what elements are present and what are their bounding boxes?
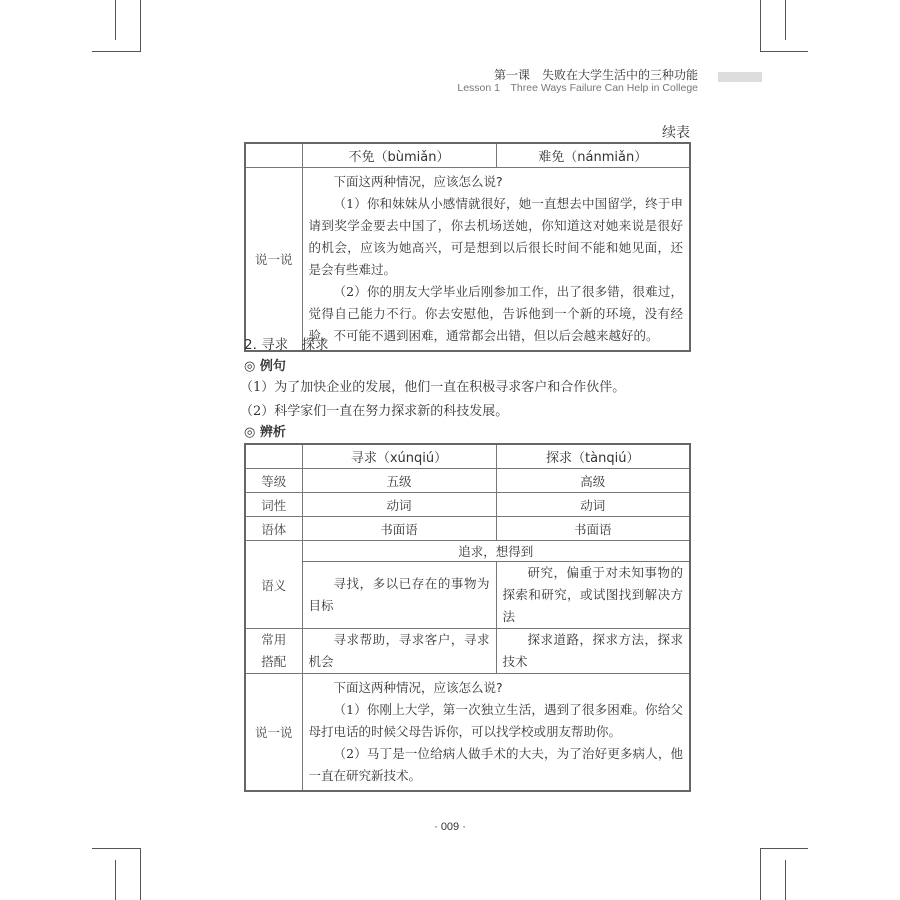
table-xunqiu-tanqiu [244, 443, 691, 792]
crop-mark [785, 860, 786, 900]
table-row: 语体 书面语 书面语 [245, 517, 690, 541]
crop-mark [760, 848, 808, 849]
examples-heading: ◎ 例句 [244, 359, 286, 374]
analysis-heading: ◎ 辨析 [244, 425, 286, 440]
crop-mark [760, 0, 761, 52]
header-tab-bar [718, 72, 762, 82]
header-nanmian: 难免（nánmiǎn） [496, 143, 690, 168]
crop-mark [140, 0, 141, 52]
table-row-practice: 说一说 下面这两种情况，应该怎么说? （1）你刚上大学，第一次独立生活，遇到了很多困难。你给父母打电话的时候父母告诉你，可以找学校或朋友帮助你。 （2）马丁是一位给病人做手术的大夫，为了治好更多病人，他一直在研究新技术。 [245, 674, 690, 792]
practice-item: （2）马丁是一位给病人做手术的大夫，为了治好更多病人，他一直在研究新技术。 [308, 746, 683, 783]
example-sentence: （1）为了加快企业的发展，他们一直在积极寻求客户和合作伙伴。 [240, 380, 626, 395]
crop-mark [92, 848, 140, 849]
crop-mark [115, 0, 116, 40]
chapter-title-en: Lesson 1 Three Ways Failure Can Help in College [457, 82, 698, 94]
header-xunqiu: 寻求（xúnqiú） [302, 444, 496, 469]
table-bumian-nanmian [244, 142, 691, 352]
practice-item: （1）你和妹妹从小感情就很好，她一直想去中国留学，终于申请到奖学金要去中国了，你去机场送她，你知道这对她来说是很好的机会，应该为她高兴，可是想到以后很长时间不能和她见面，还是会有些难过。 [308, 196, 683, 277]
row-label: 说一说 [245, 168, 302, 352]
practice-prompt: 下面这两种情况，应该怎么说? [333, 174, 503, 189]
header-tanqiu: 探求（tànqiú） [496, 444, 690, 469]
page-number: · 009 · [434, 821, 466, 833]
crop-mark [760, 51, 808, 52]
crop-mark [92, 51, 140, 52]
header-bumian: 不免（bùmiǎn） [302, 143, 496, 168]
table-row [245, 168, 690, 352]
practice-prompt: 下面这两种情况，应该怎么说? [333, 680, 503, 695]
section-title: 2. 寻求 探求 [244, 337, 329, 353]
table-row-meaning: 语义 追求，想得到 [245, 541, 690, 562]
table-row: 词性 动词 动词 [245, 493, 690, 517]
table-row-collocation: 常用搭配 寻求帮助，寻求客户，寻求机会 探求道路，探求方法，探求技术 [245, 629, 690, 674]
continued-label: 续表 [662, 125, 690, 141]
table-header-row [245, 143, 690, 168]
practice-item: （2）你的朋友大学毕业后刚参加工作，出了很多错，很难过，觉得自己能力不行。你去安慰他，告诉他到一个新的环境，没有经验，不可能不遇到困难，通常都会出错，但以后会越来越好的。 [308, 284, 683, 343]
table-row: 寻找，多以已存在的事物为目标 研究，偏重于对未知事物的探索和研究，或试图找到解决方法 [245, 562, 690, 629]
crop-mark [140, 848, 141, 900]
table-header-row [245, 444, 690, 469]
example-sentence: （2）科学家们一直在努力探求新的科技发展。 [240, 404, 509, 419]
crop-mark [760, 848, 761, 900]
practice-item: （1）你刚上大学，第一次独立生活，遇到了很多困难。你给父母打电话的时候父母告诉你，可以找学校或朋友帮助你。 [308, 702, 683, 739]
table-row: 等级 五级 高级 [245, 469, 690, 493]
crop-mark [785, 0, 786, 40]
chapter-title-cn: 第一课 失败在大学生活中的三种功能 [493, 68, 698, 82]
crop-mark [115, 860, 116, 900]
